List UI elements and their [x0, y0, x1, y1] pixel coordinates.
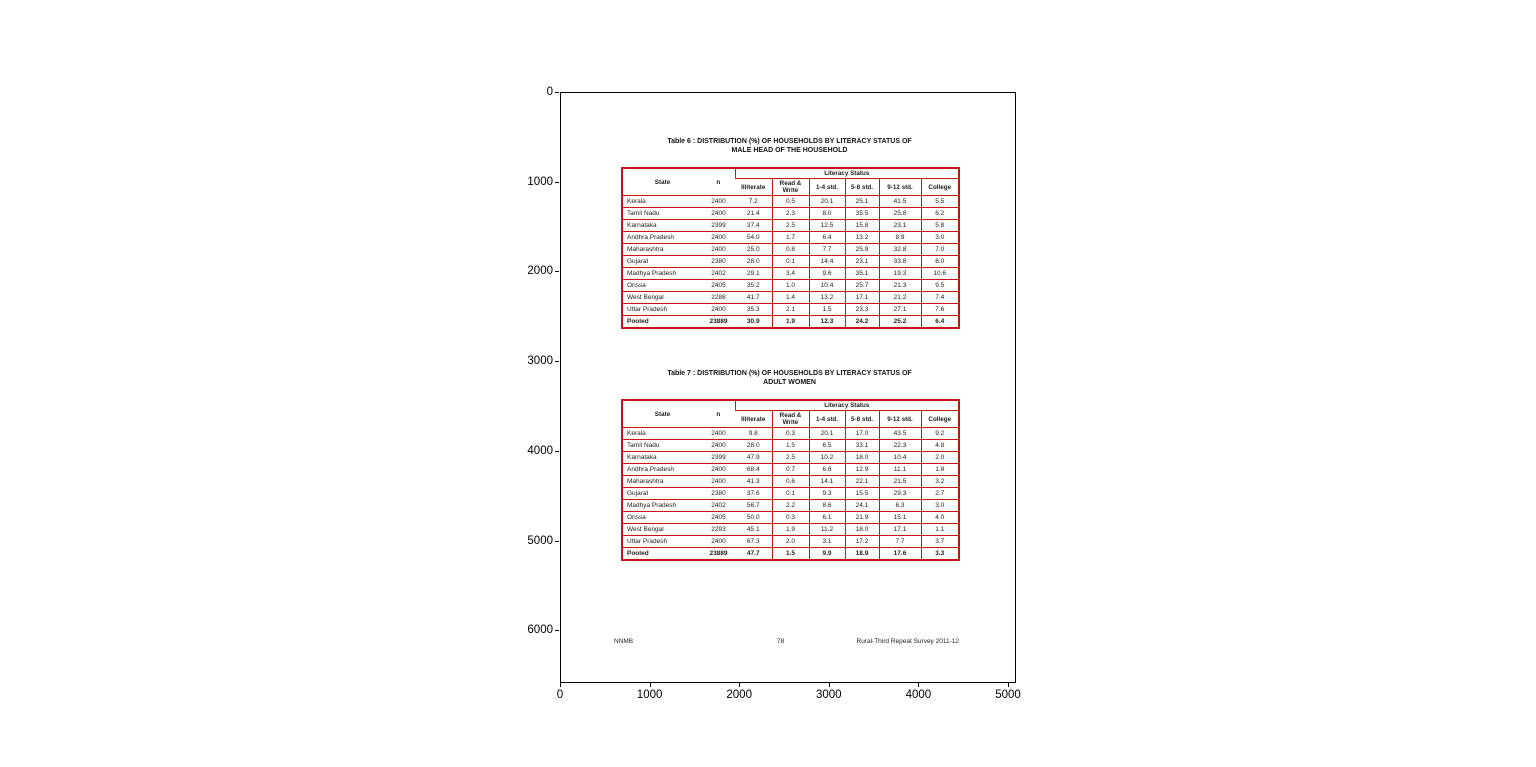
y-axis-tick-label: 4000: [527, 444, 553, 457]
table-cell: 2400: [702, 304, 735, 316]
table-cell: 2.0: [772, 536, 809, 548]
table-cell: 68.4: [735, 464, 772, 476]
table-cell: 0.1: [772, 256, 809, 268]
table-cell: 6.1: [809, 512, 845, 524]
group-header-literacy-status: Literacy Status: [735, 168, 959, 179]
table-cell: 2.2: [772, 500, 809, 512]
table-row: [622, 244, 959, 256]
table-cell: 2400: [702, 208, 735, 220]
x-axis-tick-mark: [560, 683, 561, 687]
table-cell: 2400: [702, 536, 735, 548]
column-header: State: [622, 400, 702, 428]
table-cell: 2400: [702, 196, 735, 208]
table6-block: [621, 137, 958, 329]
table-cell: 2405: [702, 280, 735, 292]
x-axis-tick-mark: [829, 683, 830, 687]
literacy-table-adult-women: [621, 399, 960, 561]
table-cell: 6.5: [809, 440, 845, 452]
table-cell: 3.0: [921, 500, 959, 512]
table-cell: Kerala: [622, 196, 702, 208]
table-cell: 41.7: [735, 292, 772, 304]
y-axis-tick-label: 6000: [527, 624, 553, 637]
table-cell: 5.5: [921, 196, 959, 208]
table-cell: 1.5: [772, 440, 809, 452]
table-cell: 19.3: [879, 268, 921, 280]
y-axis-tick-label: 3000: [527, 355, 553, 368]
plot-area: [560, 92, 1016, 683]
table-cell: 6.3: [879, 500, 921, 512]
table-cell: 2.5: [772, 452, 809, 464]
table-cell: 25.7: [845, 280, 879, 292]
table-row: [622, 488, 959, 500]
table-row: [622, 428, 959, 440]
table-cell: 14.4: [809, 256, 845, 268]
table-cell: 12.5: [809, 220, 845, 232]
table-cell: 8.9: [879, 232, 921, 244]
page-footer: [614, 638, 959, 648]
table-cell: 17.0: [845, 428, 879, 440]
table-cell: 23.1: [845, 256, 879, 268]
column-header: State: [622, 168, 702, 196]
literacy-table-male-head: [621, 167, 960, 329]
x-axis-tick-label: 4000: [905, 689, 932, 701]
table-cell: 9.9: [809, 548, 845, 560]
table-row: [622, 452, 959, 464]
table-row: [622, 304, 959, 316]
table-cell: 10.4: [879, 452, 921, 464]
y-axis-tick-label: 5000: [527, 534, 553, 547]
table-row: [622, 316, 959, 328]
y-axis-tick-mark: [555, 182, 559, 183]
table-cell: 2400: [702, 428, 735, 440]
table-cell: 8.0: [809, 208, 845, 220]
table-row: [622, 268, 959, 280]
column-header: College: [921, 179, 959, 196]
table-cell: 0.7: [772, 464, 809, 476]
table-cell: 0.3: [772, 428, 809, 440]
table-row: [622, 232, 959, 244]
table6-title: [621, 137, 958, 155]
table-cell: 0.5: [772, 196, 809, 208]
table7-title: [621, 369, 958, 387]
y-axis-tick-label: 0: [546, 86, 553, 98]
table-cell: 1.0: [772, 280, 809, 292]
table-cell: 35.3: [735, 304, 772, 316]
table-cell: 2380: [702, 488, 735, 500]
table-cell: 25.1: [845, 196, 879, 208]
table-cell: 35.2: [735, 280, 772, 292]
table-cell: 45.1: [735, 524, 772, 536]
table-cell: Tamil Nadu: [622, 208, 702, 220]
table-cell: 41.5: [879, 196, 921, 208]
table-cell: 0.8: [772, 244, 809, 256]
table-row: [622, 208, 959, 220]
table-cell: 3.3: [921, 548, 959, 560]
footer-survey-name: Rural-Third Repeat Survey 2011-12: [856, 638, 959, 645]
table-cell: 2400: [702, 464, 735, 476]
table-cell: 35.1: [845, 268, 879, 280]
table-cell: 9.6: [809, 268, 845, 280]
table-cell: 10.2: [809, 452, 845, 464]
table-cell: 9.2: [921, 428, 959, 440]
table-cell: Andhra Pradesh: [622, 232, 702, 244]
table-cell: Orissa: [622, 280, 702, 292]
table-cell: 12.3: [809, 316, 845, 328]
table-cell: 29.1: [735, 268, 772, 280]
x-axis-tick-label: 0: [556, 689, 564, 701]
table-cell: 2399: [702, 220, 735, 232]
table-cell: 2.3: [772, 208, 809, 220]
table-cell: 15.8: [845, 220, 879, 232]
table-cell: 12.9: [845, 464, 879, 476]
table-cell: 0.6: [772, 476, 809, 488]
table-cell: 67.3: [735, 536, 772, 548]
table-cell: 15.1: [879, 512, 921, 524]
table-cell: 18.9: [845, 548, 879, 560]
table-cell: 47.7: [735, 548, 772, 560]
table-cell: 13.2: [845, 232, 879, 244]
table-cell: 21.5: [879, 476, 921, 488]
x-axis-tick-label: 3000: [816, 689, 842, 701]
table-cell: Kerala: [622, 428, 702, 440]
table-cell: 37.4: [735, 220, 772, 232]
table-cell: Orissa: [622, 512, 702, 524]
table-cell: 2.1: [772, 304, 809, 316]
table-cell: 28.0: [735, 256, 772, 268]
y-axis-tick-mark: [555, 92, 559, 93]
table-cell: 6.6: [809, 464, 845, 476]
table-cell: 4.8: [921, 440, 959, 452]
table-cell: 2.7: [921, 488, 959, 500]
table-cell: 15.5: [845, 488, 879, 500]
table-cell: 2400: [702, 244, 735, 256]
column-header: Illiterate: [735, 179, 772, 196]
table-cell: 4.0: [921, 512, 959, 524]
table-cell: 23.1: [879, 220, 921, 232]
document-page: [561, 93, 1015, 682]
table-cell: 21.2: [879, 292, 921, 304]
table-cell: 24.1: [845, 500, 879, 512]
y-axis-tick-label: 1000: [527, 175, 553, 188]
table-cell: 28.0: [735, 440, 772, 452]
table-cell: 17.1: [879, 524, 921, 536]
table-cell: Karnataka: [622, 452, 702, 464]
table-cell: 7.4: [921, 292, 959, 304]
table-cell: 7.2: [735, 196, 772, 208]
table-row: [622, 280, 959, 292]
footer-org: NNMB: [614, 638, 634, 645]
table-row: [622, 220, 959, 232]
table-cell: 17.1: [845, 292, 879, 304]
table-row: [622, 464, 959, 476]
table-cell: 33.1: [845, 440, 879, 452]
table-cell: 8.6: [809, 500, 845, 512]
table-cell: 35.5: [845, 208, 879, 220]
table-cell: 2.5: [772, 220, 809, 232]
table-cell: Gujarat: [622, 488, 702, 500]
table-row: [622, 476, 959, 488]
table-cell: 6.4: [921, 316, 959, 328]
table-cell: 47.9: [735, 452, 772, 464]
table-cell: 2400: [702, 476, 735, 488]
footer-page-number: 78: [777, 638, 785, 645]
table-cell: 1.8: [921, 464, 959, 476]
table-cell: 21.4: [735, 208, 772, 220]
table-cell: 11.2: [809, 524, 845, 536]
x-axis-tick-label: 1000: [636, 689, 663, 701]
table-cell: 25.9: [845, 244, 879, 256]
table-row: [622, 440, 959, 452]
column-header: 9-12 std.: [879, 411, 921, 428]
table-cell: 3.2: [921, 476, 959, 488]
column-header: n: [702, 400, 735, 428]
table-cell: 5.8: [921, 220, 959, 232]
table-cell: 22.3: [879, 440, 921, 452]
table-cell: Maharashtra: [622, 244, 702, 256]
table-cell: Madhya Pradesh: [622, 268, 702, 280]
table-row: [622, 548, 959, 560]
x-axis-tick-mark: [739, 683, 740, 687]
table-cell: 18.0: [845, 452, 879, 464]
x-axis-tick-mark: [650, 683, 651, 687]
x-axis-tick-mark: [918, 683, 919, 687]
table-cell: 30.9: [735, 316, 772, 328]
table7-block: [621, 369, 958, 561]
y-axis-tick-mark: [555, 541, 559, 542]
column-header: 5-8 std.: [845, 411, 879, 428]
table-cell: 33.8: [879, 256, 921, 268]
y-axis-tick-mark: [555, 361, 559, 362]
column-header: 1-4 std.: [809, 179, 845, 196]
table-cell: 1.5: [809, 304, 845, 316]
table-cell: Maharashtra: [622, 476, 702, 488]
table-cell: 9.8: [735, 428, 772, 440]
table-cell: 7.6: [921, 304, 959, 316]
table-cell: Gujarat: [622, 256, 702, 268]
table-cell: 3.1: [809, 536, 845, 548]
table-cell: 17.2: [845, 536, 879, 548]
column-header: 9-12 std.: [879, 179, 921, 196]
table-cell: 3.4: [772, 268, 809, 280]
table-cell: Karnataka: [622, 220, 702, 232]
y-axis-tick-mark: [555, 271, 559, 272]
table-cell: 21.9: [845, 512, 879, 524]
table-cell: Uttar Pradesh: [622, 304, 702, 316]
table-row: [622, 256, 959, 268]
table-cell: 9.5: [921, 280, 959, 292]
x-axis-tick-label: 5000: [995, 689, 1021, 701]
table-cell: 22.1: [845, 476, 879, 488]
table7-title-line1: Table 7 : DISTRIBUTION (%) OF HOUSEHOLDS BY LITERACY STATUS OF: [667, 370, 912, 377]
x-axis-tick-mark: [1008, 683, 1009, 687]
table-cell: 2293: [702, 524, 735, 536]
table-cell: 0.1: [772, 488, 809, 500]
table-cell: 20.1: [809, 428, 845, 440]
x-axis-tick-label: 2000: [726, 689, 752, 701]
table-cell: West Bengal: [622, 292, 702, 304]
table-cell: 27.1: [879, 304, 921, 316]
table-cell: 29.3: [879, 488, 921, 500]
table-cell: 2405: [702, 512, 735, 524]
table-row: [622, 524, 959, 536]
table-row: [622, 292, 959, 304]
table-row: [622, 196, 959, 208]
y-axis-tick-mark: [555, 451, 559, 452]
table-cell: 6.4: [809, 232, 845, 244]
table-cell: 0.3: [772, 512, 809, 524]
table-cell: 54.0: [735, 232, 772, 244]
table-cell: Pooled: [622, 548, 702, 560]
table-cell: 2402: [702, 268, 735, 280]
table-cell: 41.3: [735, 476, 772, 488]
table-cell: 18.0: [845, 524, 879, 536]
table-cell: 3.0: [921, 232, 959, 244]
table-cell: Pooled: [622, 316, 702, 328]
table-cell: 13.2: [809, 292, 845, 304]
table-cell: 2380: [702, 256, 735, 268]
table-cell: 1.7: [772, 232, 809, 244]
table-cell: 1.1: [921, 524, 959, 536]
table-cell: 25.8: [879, 208, 921, 220]
table-cell: Tamil Nadu: [622, 440, 702, 452]
table-cell: 17.6: [879, 548, 921, 560]
column-header: Read & Write: [772, 411, 809, 428]
table-cell: 11.1: [879, 464, 921, 476]
table-cell: 23.3: [845, 304, 879, 316]
table-cell: 50.0: [735, 512, 772, 524]
table-cell: 43.5: [879, 428, 921, 440]
table6-title-line2: MALE HEAD OF THE HOUSEHOLD: [731, 147, 848, 154]
table-cell: West Bengal: [622, 524, 702, 536]
table-cell: 7.7: [879, 536, 921, 548]
table-cell: 14.1: [809, 476, 845, 488]
column-header: Illiterate: [735, 411, 772, 428]
table7-title-line2: ADULT WOMEN: [763, 379, 816, 386]
table-cell: 7.7: [809, 244, 845, 256]
table-cell: 2400: [702, 232, 735, 244]
table-cell: 2399: [702, 452, 735, 464]
table-cell: 6.2: [921, 208, 959, 220]
table-cell: 1.4: [772, 292, 809, 304]
table-cell: 1.9: [772, 524, 809, 536]
table-cell: Madhya Pradesh: [622, 500, 702, 512]
y-axis-tick-label: 2000: [527, 265, 553, 278]
table-cell: 32.8: [879, 244, 921, 256]
table-cell: 24.2: [845, 316, 879, 328]
table-cell: 7.0: [921, 244, 959, 256]
table-cell: 2402: [702, 500, 735, 512]
table-cell: 25.2: [879, 316, 921, 328]
table-cell: 2288: [702, 292, 735, 304]
table-cell: 8.0: [921, 256, 959, 268]
table-row: [622, 512, 959, 524]
table-cell: 21.3: [879, 280, 921, 292]
table-cell: 25.0: [735, 244, 772, 256]
table-cell: 10.6: [921, 268, 959, 280]
y-axis-tick-mark: [555, 630, 559, 631]
table-cell: 23889: [702, 316, 735, 328]
table-cell: 9.3: [809, 488, 845, 500]
column-header: College: [921, 411, 959, 428]
column-header: 5-8 std.: [845, 179, 879, 196]
column-header: Read & Write: [772, 179, 809, 196]
column-header: n: [702, 168, 735, 196]
table-cell: 20.1: [809, 196, 845, 208]
table-cell: 10.4: [809, 280, 845, 292]
table-cell: 1.5: [772, 548, 809, 560]
table-cell: 2.0: [921, 452, 959, 464]
table-cell: Uttar Pradesh: [622, 536, 702, 548]
table-cell: 3.7: [921, 536, 959, 548]
column-header: 1-4 std.: [809, 411, 845, 428]
table-row: [622, 500, 959, 512]
table6-title-line1: Table 6 : DISTRIBUTION (%) OF HOUSEHOLDS BY LITERACY STATUS OF: [667, 138, 912, 145]
table-cell: 37.6: [735, 488, 772, 500]
table-cell: Andhra Pradesh: [622, 464, 702, 476]
table-row: [622, 536, 959, 548]
table-cell: 23889: [702, 548, 735, 560]
table-cell: 56.7: [735, 500, 772, 512]
table-cell: 1.9: [772, 316, 809, 328]
group-header-literacy-status: Literacy Status: [735, 400, 959, 411]
table-cell: 2400: [702, 440, 735, 452]
